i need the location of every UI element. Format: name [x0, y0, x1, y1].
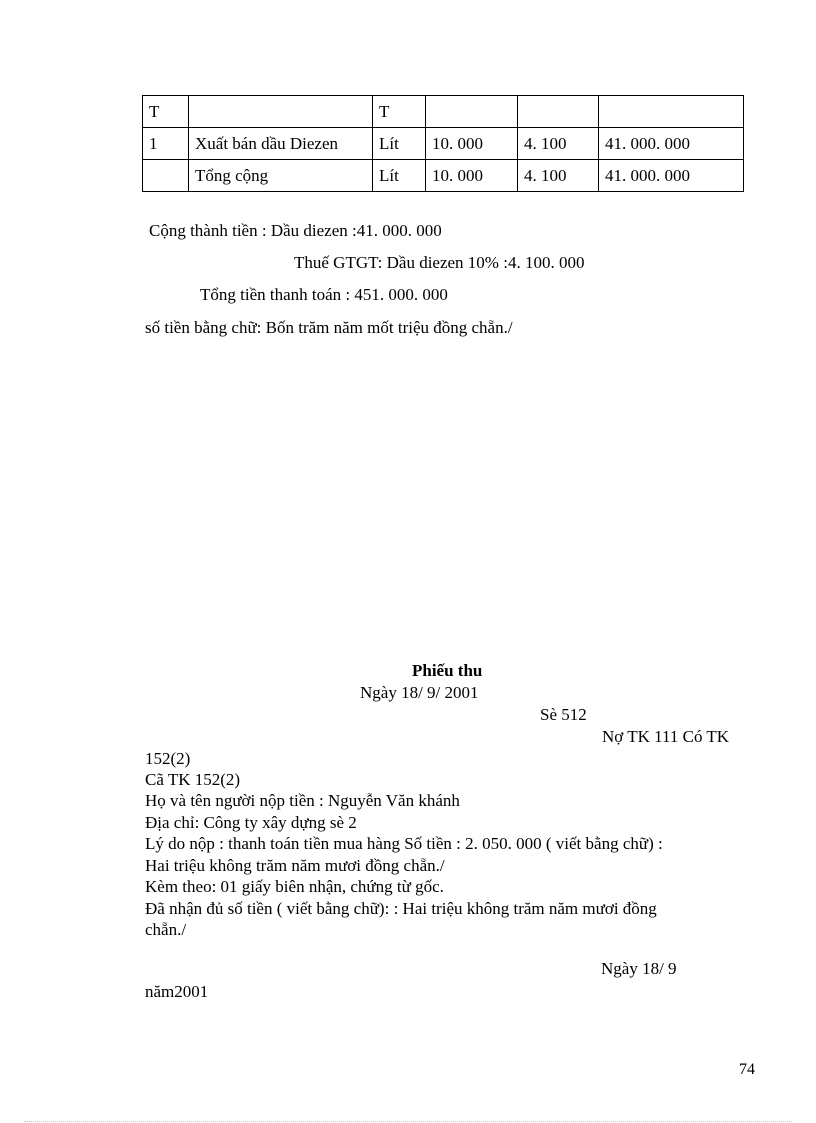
table-cell: 4. 100	[518, 160, 599, 192]
receipt-debit-account-cont: 152(2)	[145, 749, 191, 768]
table-cell	[143, 160, 189, 192]
table-cell: 10. 000	[426, 128, 518, 160]
receipt-reason-cont: Hai triệu không trăm năm mươi đồng chẵn./	[145, 856, 445, 875]
table-cell: 41. 000. 000	[599, 160, 744, 192]
table-cell	[599, 96, 744, 128]
page-bottom-divider	[24, 1121, 792, 1122]
receipt-number: Sè 512	[540, 705, 587, 724]
receipt-address: Địa chỉ: Công ty xây dựng sè 2	[145, 813, 357, 832]
receipt-payer: Họ và tên người nộp tiền : Nguyễn Văn khánh	[145, 791, 460, 810]
table-cell: 41. 000. 000	[599, 128, 744, 160]
receipt-title: Phiếu thu	[412, 661, 483, 680]
table-cell: T	[143, 96, 189, 128]
table-cell: Tổng cộng	[189, 160, 373, 192]
table-cell: Lít	[373, 128, 426, 160]
summary-vat-line: Thuế GTGT: Dầu diezen 10% :4. 100. 000	[294, 253, 585, 272]
receipt-received: Đã nhận đủ số tiền ( viết bằng chữ): : Hai triệu không trăm năm mươi đồng	[145, 899, 657, 918]
summary-payment-line: Tổng tiền thanh toán : 451. 000. 000	[200, 285, 448, 304]
receipt-attached: Kèm theo: 01 giấy biên nhận, chứng từ gốc.	[145, 877, 444, 896]
receipt-debit-account: Nợ TK 111 Có TK	[602, 727, 730, 746]
receipt-date: Ngày 18/ 9/ 2001	[360, 683, 479, 702]
table-cell	[189, 96, 373, 128]
receipt-credit-account: Cã TK 152(2)	[145, 770, 241, 789]
receipt-received-cont: chẵn./	[145, 920, 187, 939]
table-cell: 1	[143, 128, 189, 160]
table-cell: Lít	[373, 160, 426, 192]
table-cell	[426, 96, 518, 128]
table-row	[143, 96, 744, 128]
table-cell	[518, 96, 599, 128]
summary-in-words-line: số tiền bằng chữ: Bốn trăm năm mốt triệu đồng chẵn./	[145, 318, 513, 337]
table-cell: T	[373, 96, 426, 128]
table-cell: 10. 000	[426, 160, 518, 192]
receipt-sign-year: năm2001	[145, 982, 209, 1001]
table-cell: Xuất bán dầu Diezen	[189, 128, 373, 160]
page-number: 74	[739, 1061, 755, 1078]
goods-table	[142, 95, 744, 192]
summary-total-line: Cộng thành tiền : Dầu diezen :41. 000. 000	[149, 221, 442, 240]
table-row	[143, 128, 744, 160]
receipt-reason: Lý do nộp : thanh toán tiền mua hàng Số tiền : 2. 050. 000 ( viết bằng chữ) :	[145, 834, 663, 853]
table-row	[143, 160, 744, 192]
table-cell: 4. 100	[518, 128, 599, 160]
receipt-sign-date: Ngày 18/ 9	[601, 959, 677, 978]
